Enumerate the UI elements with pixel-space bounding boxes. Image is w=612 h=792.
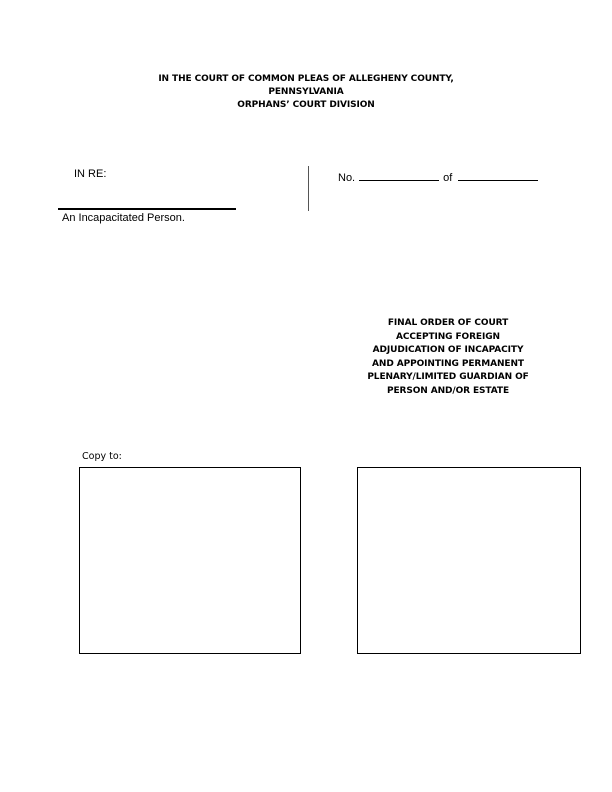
- of-label: of: [443, 172, 453, 184]
- order-title-line: PERSON AND/OR ESTATE: [386, 385, 510, 396]
- order-title-line: AND APPOINTING PERMANENT: [372, 358, 524, 369]
- copy-to-label: Copy to:: [82, 451, 122, 462]
- order-title: [348, 317, 548, 398]
- copy-to-box-left[interactable]: [79, 467, 301, 654]
- order-title-line: ACCEPTING FOREIGN: [396, 331, 500, 342]
- order-title-line: PLENARY/LIMITED GUARDIAN OF: [367, 372, 529, 382]
- in-re-label: IN RE:: [74, 168, 107, 180]
- order-title-line: FINAL ORDER OF COURT: [387, 318, 509, 328]
- case-number-field[interactable]: [359, 168, 439, 181]
- court-header-line1: IN THE COURT OF COMMON PLEAS OF ALLEGHENY COUNTY,: [158, 74, 454, 84]
- case-year-field[interactable]: [458, 168, 538, 181]
- person-name-field[interactable]: [58, 208, 236, 210]
- court-header-line2: PENNSYLVANIA: [268, 87, 344, 97]
- copy-to-box-right[interactable]: [357, 467, 581, 654]
- court-header: [0, 73, 612, 112]
- order-title-line: ADJUDICATION OF INCAPACITY: [372, 345, 524, 355]
- no-label: No.: [338, 172, 356, 184]
- case-number-row: [338, 168, 538, 184]
- court-header-line3: ORPHANS’ COURT DIVISION: [237, 100, 375, 110]
- incapacitated-person-label: An Incapacitated Person.: [62, 212, 185, 224]
- caption-divider: [308, 166, 309, 211]
